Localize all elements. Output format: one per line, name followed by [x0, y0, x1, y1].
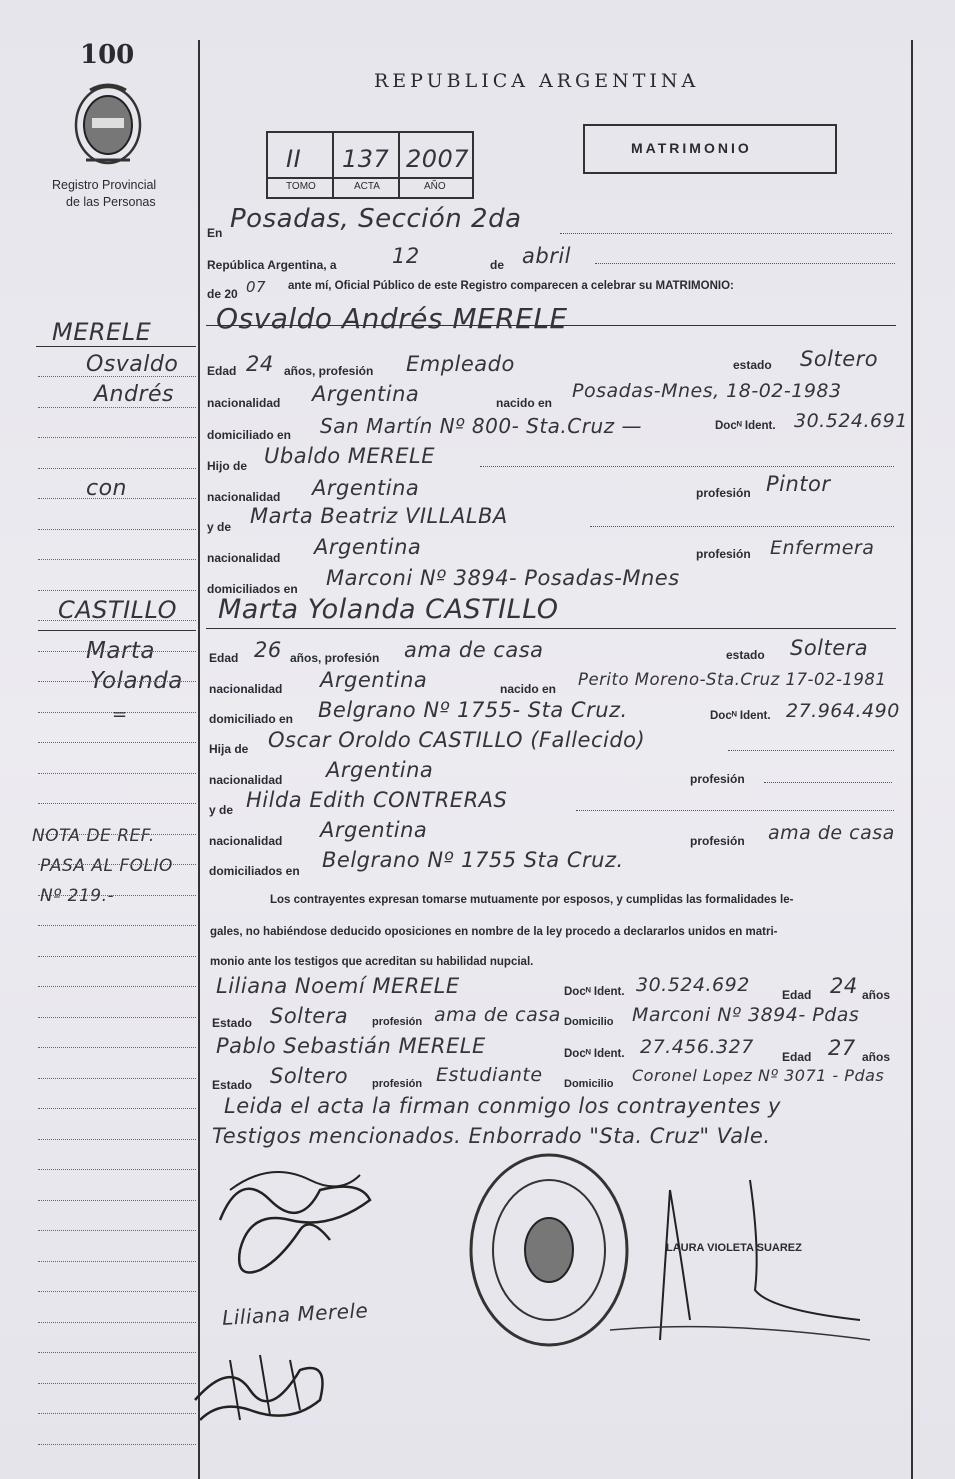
profesion-label: años, profesión	[290, 651, 380, 665]
groom-name: Osvaldo Andrés MERELE	[216, 302, 568, 335]
ra-label: República Argentina, a	[207, 258, 337, 272]
domicilio-label: Domicilio	[564, 1016, 614, 1028]
estado-label: estado	[733, 358, 772, 372]
month: abril	[522, 244, 572, 268]
groom-mother: Marta Beatriz VILLALBA	[250, 504, 508, 528]
margin-note-3: Nº 219.-	[40, 886, 115, 906]
margin-ruled-line	[38, 376, 196, 377]
doc-label: Docᴺ Ident.	[715, 420, 776, 432]
bride-parents-address: Belgrano Nº 1755 Sta Cruz.	[322, 848, 624, 872]
margin-ruled-line	[38, 1017, 196, 1018]
bride-nationality: Argentina	[320, 668, 428, 692]
margin-ruled-line	[38, 468, 196, 469]
witness2-address: Coronel Lopez Nº 3071 - Pdas	[632, 1066, 885, 1085]
estado-label: estado	[726, 648, 765, 662]
bride-mother-prof: ama de casa	[768, 822, 895, 844]
witness2-age: 27	[828, 1036, 856, 1060]
signature-witness-2	[190, 1340, 350, 1430]
groom-mother-nat: Argentina	[314, 535, 422, 559]
bride-address: Belgrano Nº 1755- Sta Cruz.	[318, 698, 628, 722]
witness1-age: 24	[830, 974, 858, 998]
bride-father-nat: Argentina	[326, 758, 434, 782]
witness1-status: Soltera	[270, 1004, 349, 1028]
margin-ruled-line	[38, 1108, 196, 1109]
nacionalidad-label: nacionalidad	[207, 396, 281, 410]
margin-note-1: NOTA DE REF.	[32, 826, 155, 846]
signature-groom	[210, 1160, 390, 1300]
margin-ruled-line	[38, 742, 196, 743]
domiciliado-label: domiciliado en	[209, 712, 294, 726]
profesion-label: profesión	[690, 834, 745, 848]
margin-ruled-line	[38, 1413, 196, 1414]
place: Posadas, Sección 2da	[230, 204, 522, 234]
margin-ruled-line	[38, 681, 196, 682]
nacionalidad-label: nacionalidad	[209, 682, 283, 696]
margin-ruled-line	[38, 529, 196, 530]
nacido-label: nacido en	[496, 396, 553, 410]
anio-value: 2007	[406, 145, 470, 173]
edad-label: Edad	[207, 364, 237, 378]
margin-ruled-line	[38, 1078, 196, 1079]
groom-nationality: Argentina	[312, 382, 420, 406]
domiciliados-label: domiciliados en	[207, 582, 298, 596]
margin-ruled-line	[38, 1139, 196, 1140]
margin-groom-surname: MERELE	[52, 318, 152, 346]
nacionalidad-label: nacionalidad	[207, 551, 281, 565]
witness2-profession: Estudiante	[436, 1064, 543, 1086]
profesion-label: profesión	[372, 1078, 423, 1090]
country-title: REPUBLICA ARGENTINA	[374, 70, 700, 92]
groom-father-nat: Argentina	[312, 476, 420, 500]
domiciliado-label: domiciliado en	[207, 428, 292, 442]
margin-con: con	[86, 476, 127, 501]
year-prefix: de 20	[207, 287, 238, 301]
acta-label: ACTA	[354, 181, 380, 192]
margin-ruled-line	[38, 620, 196, 621]
profesion-label: años, profesión	[284, 364, 374, 378]
anos-label: años	[862, 988, 891, 1002]
edad-label: Edad	[782, 988, 812, 1002]
margin-ruled-line	[38, 1169, 196, 1170]
officer-signature	[600, 1170, 880, 1350]
doc-label: Docᴺ Ident.	[564, 986, 625, 998]
margin-groom-name-1: Osvaldo	[86, 352, 179, 377]
registry-line-2: de las Personas	[66, 195, 156, 209]
day: 12	[392, 244, 420, 268]
margin-ruled-line	[38, 803, 196, 804]
groom-doc: 30.524.691	[794, 410, 908, 432]
witness2-doc: 27.456.327	[640, 1036, 754, 1058]
margin-ruled-line	[38, 1444, 196, 1445]
margin-ruled-line	[38, 1322, 196, 1323]
margin-ruled-line	[38, 1261, 196, 1262]
intro-text: ante mí, Oficial Público de este Registro comparecen a celebrar su MATRIMONIO:	[288, 280, 734, 292]
act-type-box	[583, 124, 837, 174]
hija-label: Hija de	[209, 742, 249, 756]
anos-label: años	[862, 1050, 891, 1064]
margin-ruled-line	[38, 498, 196, 499]
bride-doc: 27.964.490	[786, 700, 900, 722]
margin-bride-surname: CASTILLO	[58, 596, 178, 624]
anio-label: AÑO	[424, 181, 446, 192]
margin-ruled-line	[38, 1352, 196, 1353]
domicilio-label: Domicilio	[564, 1078, 614, 1090]
witness2-name: Pablo Sebastián MERELE	[216, 1034, 486, 1058]
closing-2: Testigos mencionados. Enborrado "Sta. Cruz" Vale.	[212, 1124, 771, 1148]
witness1-doc: 30.524.692	[636, 974, 750, 996]
margin-ruled-line	[38, 986, 196, 987]
margin-ruled-line	[38, 1291, 196, 1292]
nacido-label: nacido en	[500, 682, 557, 696]
nacionalidad-label: nacionalidad	[207, 490, 281, 504]
margin-bride-name-1: Marta	[86, 638, 156, 664]
groom-parents-address: Marconi Nº 3894- Posadas-Mnes	[326, 566, 680, 590]
margin-ruled-line	[38, 437, 196, 438]
estado-label: Estado	[212, 1078, 253, 1092]
groom-address: San Martín Nº 800- Sta.Cruz —	[320, 414, 643, 438]
bride-status: Soltera	[790, 636, 869, 660]
yde-label: y de	[207, 520, 232, 534]
doc-label: Docᴺ Ident.	[710, 710, 771, 722]
witness1-profession: ama de casa	[434, 1004, 561, 1026]
record-box	[266, 131, 474, 199]
groom-status: Soltero	[800, 347, 879, 371]
edad-label: Edad	[782, 1050, 812, 1064]
margin-ruled-line	[38, 1383, 196, 1384]
declaration-1: Los contrayentes expresan tomarse mutuamente por esposos, y cumplidas las formalidades le-	[270, 894, 794, 906]
bride-mother: Hilda Edith CONTRERAS	[246, 788, 508, 812]
profesion-label: profesión	[690, 772, 745, 786]
groom-mother-prof: Enfermera	[770, 537, 875, 559]
margin-ruled-line	[38, 559, 196, 560]
sheet-number: 100	[80, 40, 135, 70]
yde-label: y de	[209, 803, 234, 817]
bride-mother-nat: Argentina	[320, 818, 428, 842]
margin-ruled-line	[38, 651, 196, 652]
margin-ruled-line	[38, 590, 196, 591]
registry-line-1: Registro Provincial	[52, 178, 157, 192]
margin-ruled-line	[38, 834, 196, 835]
domiciliados-label: domiciliados en	[209, 864, 300, 878]
groom-birth: Posadas-Mnes, 18-02-1983	[572, 380, 842, 402]
witness1-name: Liliana Noemí MERELE	[216, 974, 460, 998]
coat-of-arms-icon	[72, 82, 144, 168]
margin-ruled-line	[38, 773, 196, 774]
tomo-value: II	[286, 145, 302, 173]
acta-value: 137	[342, 145, 390, 173]
de-label: de	[490, 258, 505, 272]
margin-ruled-line	[38, 407, 196, 408]
act-type: MATRIMONIO	[631, 140, 752, 156]
profesion-label: profesión	[372, 1016, 423, 1028]
nacionalidad-label: nacionalidad	[209, 834, 283, 848]
groom-profession: Empleado	[406, 352, 515, 376]
profesion-label: profesión	[696, 547, 751, 561]
tomo-label: TOMO	[286, 181, 316, 192]
officer-stamp-name: LAURA VIOLETA SUAREZ	[666, 1242, 802, 1254]
margin-bride-name-2: Yolanda	[90, 668, 183, 694]
margin-divider	[198, 40, 200, 1479]
margin-groom-name-2: Andrés	[94, 382, 174, 407]
bride-father: Oscar Oroldo CASTILLO (Fallecido)	[268, 728, 646, 752]
margin-ruled-line	[38, 1047, 196, 1048]
margin-note-2: PASA AL FOLIO	[40, 856, 173, 876]
declaration-3: monio ante los testigos que acreditan su habilidad nupcial.	[210, 956, 534, 968]
bride-age: 26	[254, 638, 282, 662]
right-border	[911, 40, 913, 1479]
year-suffix: 07	[246, 278, 267, 296]
witness1-address: Marconi Nº 3894- Pdas	[632, 1004, 860, 1026]
margin-ruled-line	[38, 895, 196, 896]
groom-age: 24	[246, 352, 274, 376]
groom-father-prof: Pintor	[766, 472, 831, 496]
nacionalidad-label: nacionalidad	[209, 773, 283, 787]
en-label: En	[207, 226, 223, 240]
margin-ruled-line	[38, 925, 196, 926]
closing-1: Leida el acta la firman conmigo los contrayentes y	[224, 1094, 781, 1118]
profesion-label: profesión	[696, 486, 751, 500]
margin-ruled-line	[38, 956, 196, 957]
bride-birth: Perito Moreno-Sta.Cruz 17-02-1981	[578, 670, 887, 689]
margin-dash: =	[112, 704, 128, 725]
doc-label: Docᴺ Ident.	[564, 1048, 625, 1060]
margin-ruled-line	[38, 1230, 196, 1231]
bride-profession: ama de casa	[404, 638, 544, 662]
signature-witness-1: Liliana Merele	[221, 1298, 369, 1330]
declaration-2: gales, no habiéndose deducido oposiciones en nombre de la ley procedo a declararlos unidos en matri-	[210, 926, 778, 938]
margin-ruled-line	[38, 712, 196, 713]
margin-ruled-line	[38, 1200, 196, 1201]
edad-label: Edad	[209, 651, 239, 665]
witness2-status: Soltero	[270, 1064, 349, 1088]
estado-label: Estado	[212, 1016, 253, 1030]
hijo-label: Hijo de	[207, 459, 248, 473]
margin-ruled-line	[38, 864, 196, 865]
groom-father: Ubaldo MERELE	[264, 444, 435, 468]
bride-name: Marta Yolanda CASTILLO	[218, 594, 559, 625]
